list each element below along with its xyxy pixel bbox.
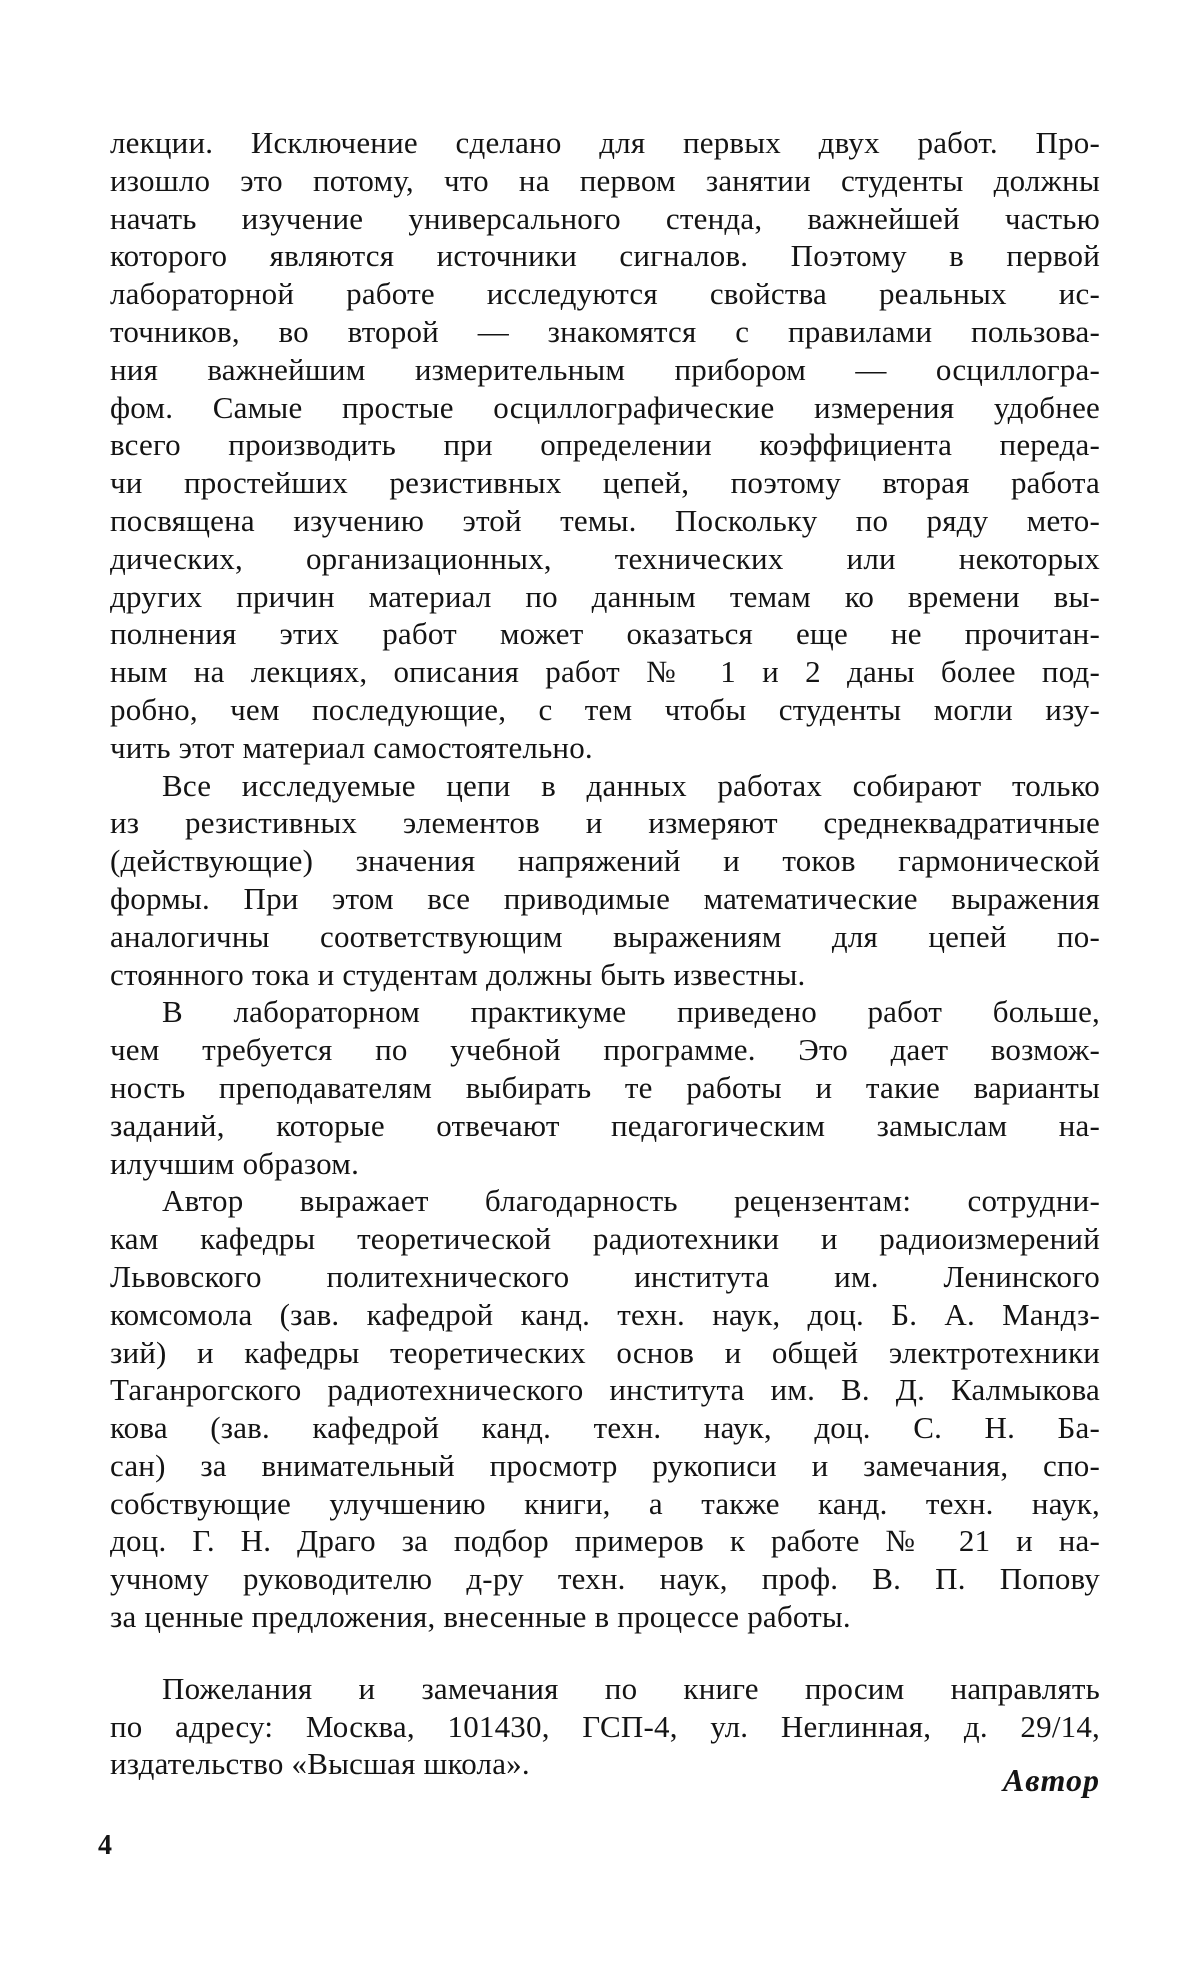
text-line: ность преподавателям выбирать те работы и такие варианты bbox=[110, 1069, 1100, 1105]
text-line: полнения этих работ может оказаться еще не прочитан- bbox=[110, 616, 1100, 652]
text-line: (действующие) значения напряжений и токов гармонической bbox=[110, 843, 1100, 879]
text-line: дических, организационных, технических или некоторых bbox=[110, 540, 1100, 576]
section-spacer bbox=[110, 1636, 1100, 1670]
text-line: ным на лекциях, описания работ № 1 и 2 даны более под- bbox=[110, 654, 1100, 690]
text-line: лекции. Исключение сделано для первых двух работ. Про- bbox=[110, 125, 1100, 160]
text-line: зий) и кафедры теоретических основ и общей электротехники bbox=[110, 1334, 1100, 1370]
text-line: ния важнейшим измерительным прибором — осциллогра- bbox=[110, 351, 1100, 387]
text-line: которого являются источники сигналов. Поэтому в первой bbox=[110, 238, 1100, 274]
paragraph-acknowledgements bbox=[110, 1182, 1100, 1636]
text-line: учному руководителю д-ру техн. наук, проф. В. П. Попову bbox=[110, 1561, 1100, 1597]
text-line: формы. При этом все приводимые математические выражения bbox=[110, 880, 1100, 916]
paragraph-workshop-scope bbox=[110, 993, 1100, 1182]
paragraph-feedback-address bbox=[110, 1670, 1100, 1783]
text-line: В лабораторном практикуме приведено работ больше, bbox=[162, 994, 1100, 1030]
text-line: Автор выражает благодарность рецензентам: сотрудни- bbox=[162, 1183, 1100, 1219]
text-line: Львовского политехнического института им. Ленинского bbox=[110, 1258, 1100, 1294]
text-line: аналогичны соответствующим выражениям для цепей по- bbox=[110, 918, 1100, 954]
text-line: по адресу: Москва, 101430, ГСП-4, ул. Неглинная, д. 29/14, bbox=[110, 1708, 1100, 1744]
text-line: чи простейших резистивных цепей, поэтому вторая работа bbox=[110, 465, 1100, 501]
text-line: чить этот материал самостоятельно. bbox=[110, 729, 593, 765]
paragraph-intro-continuation bbox=[110, 124, 1100, 767]
text-line: лабораторной работе исследуются свойства реальных ис- bbox=[110, 276, 1100, 312]
paragraph-resistive-circuits bbox=[110, 767, 1100, 994]
text-line: чем требуется по учебной программе. Это дает возмож- bbox=[110, 1032, 1100, 1068]
text-line: фом. Самые простые осциллографические измерения удобнее bbox=[110, 389, 1100, 425]
text-line: Таганрогского радиотехнического института им. В. Д. Калмыкова bbox=[110, 1372, 1100, 1408]
text-line: комсомола (зав. кафедрой канд. техн. наук, доц. Б. А. Мандз- bbox=[110, 1296, 1100, 1332]
page-number: 4 bbox=[98, 1830, 112, 1861]
text-line: доц. Г. Н. Драго за подбор примеров к работе № 21 и на- bbox=[110, 1523, 1100, 1559]
text-line: точников, во второй — знакомятся с правилами пользова- bbox=[110, 313, 1100, 349]
text-line: издательство «Высшая школа». bbox=[110, 1746, 530, 1782]
text-line: заданий, которые отвечают педагогическим замыслам на- bbox=[110, 1107, 1100, 1143]
text-line: других причин материал по данным темам ко времени вы- bbox=[110, 578, 1100, 614]
text-line: за ценные предложения, внесенные в процессе работы. bbox=[110, 1599, 851, 1635]
text-line: робно, чем последующие, с тем чтобы студенты могли изу- bbox=[110, 691, 1100, 727]
text-line: кам кафедры теоретической радиотехники и радиоизмерений bbox=[110, 1221, 1100, 1257]
text-line: из резистивных элементов и измеряют среднеквадратичные bbox=[110, 805, 1100, 841]
text-line: кова (зав. кафедрой канд. техн. наук, доц. С. Н. Ба- bbox=[110, 1410, 1100, 1446]
text-line: сан) за внимательный просмотр рукописи и замечания, спо- bbox=[110, 1447, 1100, 1483]
text-line: собствующие улучшению книги, а также канд. техн. наук, bbox=[110, 1485, 1100, 1521]
text-line: начать изучение универсального стенда, важнейшей частью bbox=[110, 200, 1100, 236]
text-line: изошло это потому, что на первом занятии студенты должны bbox=[110, 162, 1100, 198]
text-line: всего производить при определении коэффициента переда- bbox=[110, 427, 1100, 463]
page-body bbox=[110, 124, 1100, 1783]
text-line: посвящена изучению этой темы. Поскольку по ряду мето- bbox=[110, 502, 1100, 538]
text-line: Пожелания и замечания по книге просим направлять bbox=[162, 1670, 1100, 1706]
text-line: Все исследуемые цепи в данных работах собирают только bbox=[162, 767, 1100, 803]
text-line: илучшим образом. bbox=[110, 1145, 360, 1181]
text-line: стоянного тока и студентам должны быть известны. bbox=[110, 956, 806, 992]
author-signature: Автор bbox=[1002, 1762, 1100, 1798]
